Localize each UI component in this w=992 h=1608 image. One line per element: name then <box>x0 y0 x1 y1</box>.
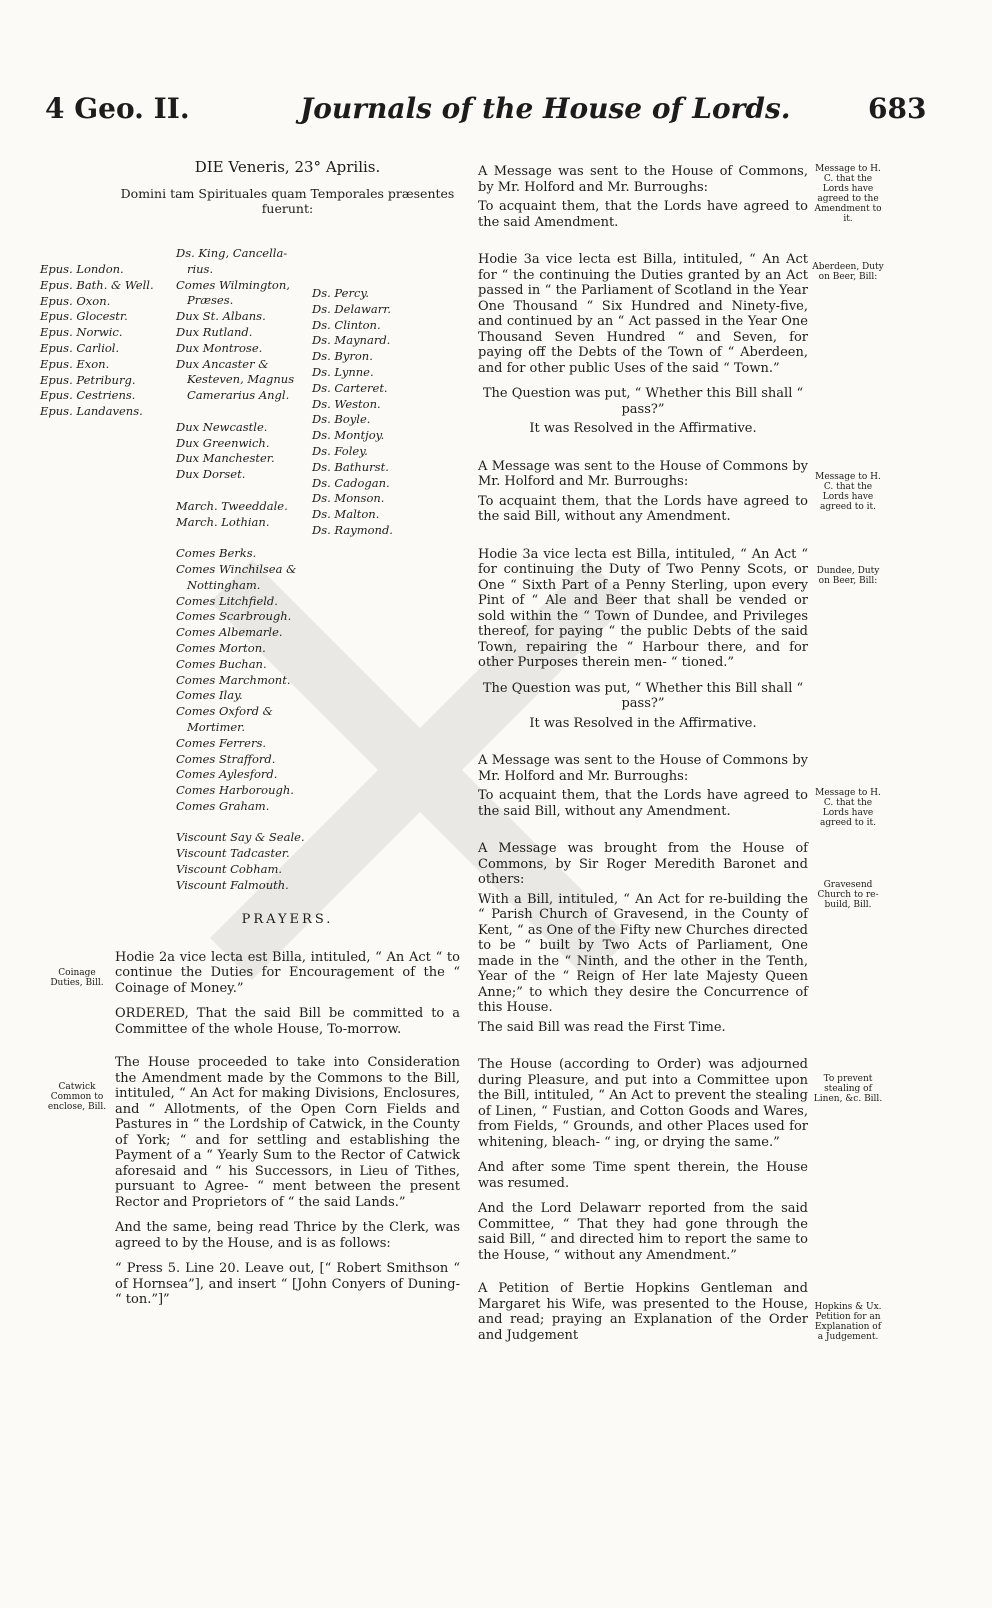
catwick-amendment-entry: The House proceeded to take into Consideration the Amendment made by the Commons to the Bill, intituled, “ An Act for making Divisions, Enclosures, and “ Allotments, of the Open Corn Fields and Pastures in “ the Lordship of Catwick, in the County of York; “ and for settling and establishing the Payment of a “ Yearly Sum to the Rector of Catwick aforesaid and “ his Successors, in Lieu of Tithes, pursuant to Agree- “ ment between the present Rector and Proprietors of “ the said Lands.” <box>115 1055 460 1210</box>
resolved-entry-1: It was Resolved in the Affirmative. <box>529 421 757 436</box>
question-entry-1: The Question was put, “ Whether this Bill shall “ pass?” <box>482 386 804 417</box>
left-column-body <box>115 912 460 1318</box>
margin-note-linen: To prevent stealing of Linen, &c. Bill. <box>813 1074 883 1104</box>
linen-committee-entry: The House (according to Order) was adjourned during Pleasure, and put into a Committee upon the Bill, intituled, “ An Act to prevent the stealing of Linen, “ Fustian, and Cotton Goods and Wares, from Fields, “ Grounds, and other Places used for whitening, bleach- “ ing, or drying the same.” <box>478 1057 808 1150</box>
delawarr-report-entry: And the Lord Delawarr reported from the said Committee, “ That they had gone through the said Bill, “ and directed him to report the same to the House, “ without any Amendment.” <box>478 1201 808 1263</box>
aberdeen-bill-entry: Hodie 3a vice lecta est Billa, intituled, “ An Act for “ the continuing the Duties granted by an Act passed in “ the Parliament of Scotland in the Year One Thousand “ Six Hundred and Ninety-five, and continued by an “ Act passed in the Year One Thousand Seven Hundred “ and Seven, for paying off the Debts of the Town of “ Aberdeen, and for other public Uses of the said “ Town.” <box>478 252 808 376</box>
message-entry-1: A Message was sent to the House of Commons, by Mr. Holford and Mr. Burroughs: <box>478 164 808 195</box>
header-regnal-year: 4 Geo. II. <box>45 92 190 125</box>
margin-note-message-1: Message to H. C. that the Lords have agreed to the Amendment to it. <box>814 164 882 224</box>
lords-list-mid: Ds. King, Cancella- rius. Comes Wilmington, Præses. Dux St. Albans. Dux Rutland. Dux Montrose. Dux Ancaster & Kesteven, Magnus Camerarius Angl. Dux Newcastle. Dux Greenwich. Dux Manchester. Dux Dorset. March. Tweeddale. March. Lothian. Comes Berks. Comes Winchilsea & Nottingham. Comes Litchfield. Comes Scarbrough. Comes Albemarle. Comes Morton. Comes Buchan. Comes Marchmont. Comes Ilay. Comes Oxford & Mortimer. Comes Ferrers. Comes Strafford. Comes Aylesford. Comes Harborough. Comes Graham. Viscount Say & Seale. Viscount Tadcaster. Viscount Cobham. Viscount Falmouth. <box>176 246 305 892</box>
press-line-entry: “ Press 5. Line 20. Leave out, [“ Robert Smithson “ of Hornsea”], and insert “ [John Conyers of Duning- “ ton.”]” <box>115 1261 460 1307</box>
message-entry-2: A Message was sent to the House of Commons by Mr. Holford and Mr. Burroughs: <box>478 458 808 489</box>
dundee-bill-entry: Hodie 3a vice lecta est Billa, intituled, “ An Act “ for continuing the Duty of Two Penny Scots, or One “ Sixth Part of a Penny Sterling, upon every Pint of “ Ale and Beer that shall be vended or sold within the “ Town of Dundee, and Privileges thereof, for paying “ the public Debts of the said Town, repairing the “ Harbour there, and for other Purposes therein men- “ tioned.” <box>478 546 808 670</box>
message-entry-3: A Message was sent to the House of Commons by Mr. Holford and Mr. Burroughs: <box>478 753 808 784</box>
first-reading-entry: The said Bill was read the First Time. <box>478 1019 726 1035</box>
margin-note-hopkins: Hopkins & Ux. Petition for an Explanation of a Judgement. <box>814 1302 882 1342</box>
lords-list-right: Ds. Percy. Ds. Delawarr. Ds. Clinton. Ds. Maynard. Ds. Byron. Ds. Lynne. Ds. Carteret. Ds. Weston. Ds. Boyle. Ds. Montjoy. Ds. Foley. Ds. Bathurst. Ds. Cadogan. Ds. Monson. Ds. Malton. Ds. Raymond. <box>312 286 393 537</box>
running-header <box>0 92 992 132</box>
page-number: 683 <box>868 92 927 125</box>
margin-note-coinage: Coinage Duties, Bill. <box>50 968 104 988</box>
message-entry-2-body: To acquaint them, that the Lords have agreed to the said Bill, without any Amendment. <box>478 493 808 524</box>
margin-note-message-3: Message to H. C. that the Lords have agreed to it. <box>815 788 881 828</box>
margin-note-aberdeen: Aberdeen, Duty on Beer, Bill: <box>812 262 884 282</box>
message-entry-3-body: To acquaint them, that the Lords have agreed to the said Bill, without any Amendment. <box>478 788 808 819</box>
prayers-heading: PRAYERS. <box>241 912 334 927</box>
present-heading: Domini tam Spirituales quam Temporales præsentes fuerunt: <box>120 185 455 216</box>
message-entry-1-body: To acquaint them, that the Lords have agreed to the said Amendment. <box>478 199 808 230</box>
coinage-bill-entry: Hodie 2a vice lecta est Billa, intituled, “ An Act “ to continue the Duties for Encouragement of the “ Coinage of Money.” <box>115 949 460 996</box>
bishops-list: Epus. London. Epus. Bath. & Well. Epus. Oxon. Epus. Glocestr. Epus. Norwic. Epus. Carliol. Epus. Exon. Epus. Petriburg. Epus. Cestriens. Epus. Landavens. <box>40 262 154 419</box>
ordered-entry: ORDERED, That the said Bill be committed to a Committee of the whole House, To-morrow. <box>115 1006 460 1037</box>
header-title: Journals of the House of Lords. <box>300 92 791 125</box>
gravesend-bill-entry: With a Bill, intituled, “ An Act for re-building the “ Parish Church of Gravesend, in the County of Kent, “ as One of the Fifty new Churches directed to be “ built by Two Acts of Parliament, One made in the “ Ninth, and the other in the Tenth, Year of the “ Reign of Her late Majesty Queen Anne;” to which they desire the Concurrence of this House. <box>478 891 808 1015</box>
sitting-date: DIE Veneris, 23° Aprilis. <box>194 158 381 176</box>
hopkins-petition-entry: A Petition of Bertie Hopkins Gentleman and Margaret his Wife, was presented to the House, and read; praying an Explanation of the Order and Judgement <box>478 1281 808 1343</box>
left-column-top <box>115 160 460 217</box>
house-resumed-entry: And after some Time spent therein, the House was resumed. <box>478 1160 808 1191</box>
read-thrice-entry: And the same, being read Thrice by the Clerk, was agreed to by the House, and is as follows: <box>115 1220 460 1251</box>
commons-message-entry: A Message was brought from the House of Commons, by Sir Roger Meredith Baronet and others: <box>478 841 808 887</box>
margin-note-gravesend: Gravesend Church to re-build, Bill. <box>817 880 879 910</box>
right-column <box>478 164 808 1353</box>
question-entry-2: The Question was put, “ Whether this Bill shall “ pass?” <box>482 680 804 711</box>
margin-note-catwick: Catwick Common to enclose, Bill. <box>47 1082 107 1112</box>
margin-note-message-2: Message to H. C. that the Lords have agreed to it. <box>815 472 881 512</box>
resolved-entry-2: It was Resolved in the Affirmative. <box>529 715 757 731</box>
margin-note-dundee: Dundee, Duty on Beer, Bill: <box>816 566 880 586</box>
